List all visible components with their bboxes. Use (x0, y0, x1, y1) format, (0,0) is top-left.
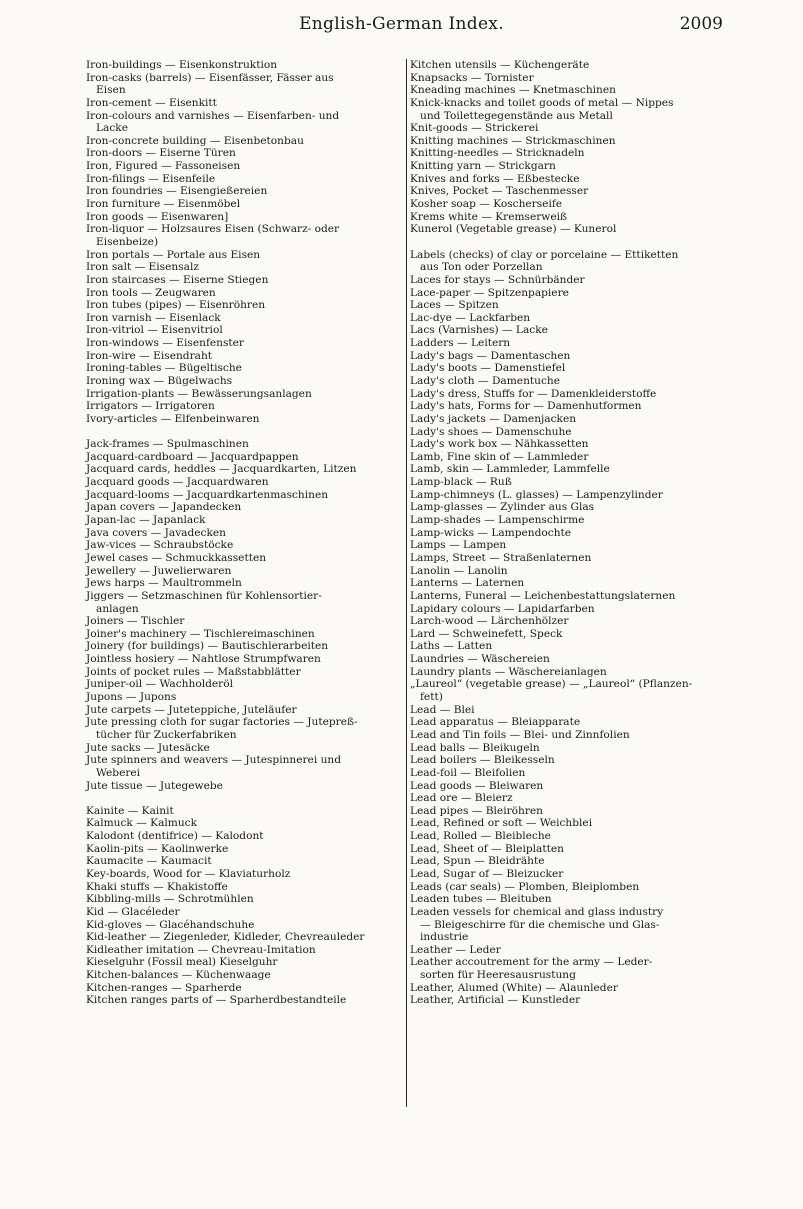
index-entry (86, 906, 400, 919)
index-entry-text: Java covers — Javadecken (86, 526, 226, 539)
index-entry-text: Larch-wood — Lärchenhölzer (410, 615, 569, 628)
section-gap (410, 236, 724, 249)
index-entry-text: Jacquard cards, heddles — Jacquardkarten, Litzen (86, 463, 357, 476)
index-entry-continuation: Lacke (96, 122, 128, 135)
index-entry-text: Lead — Blei (410, 703, 475, 716)
index-entry-text: Ironing wax — Bügelwachs (86, 375, 233, 388)
index-entry (410, 792, 724, 805)
index-entry (410, 767, 724, 780)
index-entry-text: Iron salt — Eisensalz (86, 261, 199, 274)
index-entry-text: Kid — Glacéleder (86, 905, 180, 918)
index-entry (410, 350, 724, 363)
index-entry-text: Lanterns — Laternen (410, 577, 525, 590)
index-entry-text: Laces — Spitzen (410, 299, 499, 312)
index-entry-text: Jack-frames — Spulmaschinen (86, 438, 249, 451)
index-entry (410, 147, 724, 160)
index-entry-continuation: Eisen (96, 84, 126, 97)
index-entry-text: Labels (checks) of clay or porcelaine — Ettiketten (410, 248, 679, 261)
index-entry (86, 223, 400, 248)
index-entry (86, 552, 400, 565)
index-entry (86, 413, 400, 426)
index-entry-text: Kosher soap — Koscherseife (410, 198, 563, 211)
index-entry (410, 211, 724, 224)
index-entry-text: Leather — Leder (410, 943, 501, 956)
index-entry-text: Kitchen utensils — Küchengeräte (410, 59, 590, 71)
index-entry-text: Knit-goods — Strickerei (410, 122, 539, 135)
index-entry (86, 704, 400, 717)
index-entry-text: Lead boilers — Bleikesseln (410, 754, 555, 767)
index-entry (86, 135, 400, 148)
index-entry (410, 375, 724, 388)
index-entry (86, 780, 400, 793)
index-entry (86, 211, 400, 224)
index-entry (410, 223, 724, 236)
index-entry (410, 287, 724, 300)
index-entry-continuation: anlagen (96, 602, 139, 615)
index-entry (86, 716, 400, 741)
index-entry (86, 438, 400, 451)
index-entry (86, 742, 400, 755)
index-entry (86, 577, 400, 590)
index-entry-text: Jute pressing cloth for sugar factories — Jutepreß- (86, 716, 358, 729)
index-entry (410, 640, 724, 653)
index-entry (86, 400, 400, 413)
index-entry-text: Laces for stays — Schnürbänder (410, 273, 585, 286)
index-entry (410, 956, 724, 981)
index-entry-text: Knapsacks — Tornister (410, 71, 534, 84)
index-entry-text: Jaw-vices — Schraubstöcke (86, 539, 234, 552)
index-entry-text: Laundry plants — Wäschereianlagen (410, 665, 607, 678)
index-entry-text: Jute tissue — Jutegewebe (86, 779, 223, 792)
index-entry-continuation: — Bleigeschirre für die chemische und Glas- (420, 918, 660, 931)
index-entry (86, 754, 400, 779)
index-entry-text: Lead and Tin foils — Blei- und Zinnfolien (410, 728, 630, 741)
index-entry-text: Iron-concrete building — Eisenbetonbau (86, 134, 304, 147)
index-entry-text: Iron-wire — Eisendraht (86, 349, 213, 362)
index-entry-text: Lamp-chimneys (L. glasses) — Lampenzylinder (410, 488, 663, 501)
index-entry-text: Lady's hats, Forms for — Damenhutformen (410, 400, 642, 413)
index-entry (86, 982, 400, 995)
index-entry (410, 780, 724, 793)
index-entry (86, 843, 400, 856)
index-entry-continuation: fett) (420, 691, 443, 704)
index-entry-text: Iron varnish — Eisenlack (86, 311, 221, 324)
index-entry (410, 59, 724, 72)
index-entry-text: Lead balls — Bleikugeln (410, 741, 540, 754)
index-entry (410, 603, 724, 616)
index-entry-text: Kaolin-pits — Kaolinwerke (86, 842, 229, 855)
index-entry (410, 577, 724, 590)
section-gap (86, 426, 400, 439)
index-entry (86, 539, 400, 552)
index-entry (86, 110, 400, 135)
index-entry (86, 324, 400, 337)
index-entry (86, 615, 400, 628)
index-entry-text: Lead, Refined or soft — Weichblei (410, 817, 593, 830)
index-entry-text: Lamp-shades — Lampenschirme (410, 514, 585, 527)
index-entry-text: Iron-filings — Eisenfeile (86, 172, 216, 185)
index-entry-text: Lanolin — Lanolin (410, 564, 508, 577)
index-entry-text: Kibbling-mills — Schrotmühlen (86, 893, 254, 906)
index-entry-continuation: und Toilettegegenstände aus Metall (420, 109, 613, 122)
index-entry (410, 185, 724, 198)
index-entry-text: Lapidary colours — Lapidarfarben (410, 602, 595, 615)
index-entry (86, 312, 400, 325)
index-entry (410, 514, 724, 527)
index-entry (86, 691, 400, 704)
index-entry (410, 438, 724, 451)
index-entry-text: Kid-leather — Ziegenleder, Kidleder, Chevreauleder (86, 931, 365, 944)
index-entry-text: Jacquard goods — Jacquardwaren (86, 476, 269, 489)
index-entry (86, 274, 400, 287)
index-entry-text: Lace-paper — Spitzenpapiere (410, 286, 569, 299)
right-column (410, 59, 724, 1007)
index-entry-text: Jewellery — Juwelierwaren (86, 564, 232, 577)
index-entry (410, 565, 724, 578)
index-entry (86, 855, 400, 868)
index-entry (410, 754, 724, 767)
index-entry-text: Jute carpets — Juteteppiche, Juteläufer (86, 703, 297, 716)
index-entry (86, 198, 400, 211)
index-entry (86, 337, 400, 350)
index-entry-text: Jacquard-looms — Jacquardkartenmaschinen (86, 488, 329, 501)
index-entry-text: Lamb, skin — Lammleder, Lammfelle (410, 463, 610, 476)
index-entry-text: Knitting-needles — Stricknadeln (410, 147, 585, 160)
index-entry-text: Iron tubes (pipes) — Eisenröhren (86, 299, 266, 312)
left-column (86, 59, 400, 1007)
index-entry-text: Jute sacks — Jutesäcke (86, 741, 210, 754)
index-entry (86, 287, 400, 300)
index-entry (86, 451, 400, 464)
index-entry (410, 539, 724, 552)
index-entry-text: Jointless hosiery — Nahtlose Strumpfwaren (86, 653, 321, 666)
index-entry (410, 362, 724, 375)
index-entry-text: Lead, Sugar of — Bleizucker (410, 867, 564, 880)
index-entry-text: Joiners — Tischler (86, 615, 185, 628)
index-entry-text: Lacs (Varnishes) — Lacke (410, 324, 548, 337)
index-entry (86, 463, 400, 476)
index-entry-text: Lady's jackets — Damenjacken (410, 412, 577, 425)
index-entry-text: Lac-dye — Lackfarben (410, 311, 531, 324)
index-entry-text: Laths — Latten (410, 640, 493, 653)
index-entry (86, 830, 400, 843)
index-entry-text: Lead apparatus — Bleiapparate (410, 716, 581, 729)
index-entry (410, 729, 724, 742)
index-entry (410, 855, 724, 868)
index-entry (410, 400, 724, 413)
index-entry (410, 463, 724, 476)
index-entry (86, 261, 400, 274)
index-entry (86, 881, 400, 894)
index-entry-continuation: sorten für Heeresausrustung (420, 969, 576, 982)
index-entry-text: Kid-gloves — Glacéhandschuhe (86, 918, 255, 931)
index-entry (86, 653, 400, 666)
index-entry-continuation: aus Ton oder Porzellan (420, 261, 543, 274)
index-entry-text: Kidleather imitation — Chevreau-Imitation (86, 943, 316, 956)
index-entry-text: Lead pipes — Bleiröhren (410, 804, 544, 817)
index-entry (410, 982, 724, 995)
index-entry (410, 817, 724, 830)
index-entry (86, 666, 400, 679)
index-entry-text: Lamp-black — Ruß (410, 476, 512, 489)
index-entry-text: Jews harps — Maultrommeln (86, 577, 242, 590)
index-entry-text: Kunerol (Vegetable grease) — Kunerol (410, 223, 617, 236)
index-entry-text: Lady's work box — Nähkassetten (410, 438, 589, 451)
index-entry-text: Lanterns, Funeral — Leichenbestattungslaternen (410, 589, 676, 602)
index-entry (86, 249, 400, 262)
index-entry-text: Kalmuck — Kalmuck (86, 817, 198, 830)
index-entry (410, 72, 724, 85)
column-divider (406, 59, 407, 1107)
index-entry (86, 362, 400, 375)
index-entry (410, 944, 724, 957)
index-entry (410, 97, 724, 122)
index-entry-text: Khaki stuffs — Khakistoffe (86, 880, 228, 893)
index-entry-text: Lead-foil — Bleifolien (410, 766, 526, 779)
index-entry (86, 628, 400, 641)
index-entry (410, 704, 724, 717)
index-entry-text: Lamps — Lampen (410, 539, 507, 552)
index-entry-text: Jewel cases — Schmuckkassetten (86, 551, 267, 564)
index-entry (410, 476, 724, 489)
index-entry-text: Kitchen ranges parts of — Sparherdbestandteile (86, 994, 347, 1007)
index-entry (86, 994, 400, 1007)
index-entry-text: Iron-doors — Eiserne Türen (86, 147, 236, 160)
index-entry-text: Iron-buildings — Eisenkonstruktion (86, 59, 278, 71)
index-entry-text: Lady's dress, Stuffs for — Damenkleiderstoffe (410, 387, 657, 400)
page-number: 2009 (679, 14, 723, 34)
index-entry (86, 640, 400, 653)
index-entry-text: Juniper-oil — Wachholderöl (86, 678, 233, 691)
index-entry (410, 249, 724, 274)
index-entry (410, 678, 724, 703)
index-entry (410, 590, 724, 603)
index-entry-text: Lady's shoes — Damenschuhe (410, 425, 572, 438)
index-entry-text: Leather accoutrement for the army — Leder- (410, 956, 653, 969)
index-entry (410, 742, 724, 755)
index-entry (86, 969, 400, 982)
index-entry-text: Iron staircases — Eiserne Stiegen (86, 273, 269, 286)
index-entry-text: Kainite — Kainit (86, 804, 174, 817)
index-entry (86, 160, 400, 173)
index-entry-text: Iron, Figured — Fassoneisen (86, 160, 241, 173)
index-entry-text: Kitchen-balances — Küchenwaage (86, 969, 271, 982)
index-entry (410, 135, 724, 148)
index-entry (410, 527, 724, 540)
index-entry-text: Iron furniture — Eisenmöbel (86, 198, 241, 211)
index-entry-text: Iron-colours and varnishes — Eisenfarben- und (86, 109, 340, 122)
index-entry-text: Jute spinners and weavers — Jutespinnerei und (86, 754, 342, 767)
index-entry-text: Lady's bags — Damentaschen (410, 349, 571, 362)
index-entry-text: Lead, Spun — Bleidrähte (410, 855, 545, 868)
index-entry-continuation: industrie (420, 931, 469, 944)
index-entry-text: Japan covers — Japandecken (86, 501, 242, 514)
index-entry (410, 337, 724, 350)
index-entry (410, 388, 724, 401)
index-entry (86, 805, 400, 818)
index-entry-text: Knives, Pocket — Taschenmesser (410, 185, 589, 198)
index-entry-text: Lady's boots — Damenstiefel (410, 362, 566, 375)
index-entry-text: Kieselguhr (Fossil meal) Kieselguhr (86, 956, 278, 969)
page-title: English-German Index. (299, 14, 504, 34)
index-entry-text: Iron foundries — Eisengießereien (86, 185, 268, 198)
index-entry (410, 426, 724, 439)
index-entry (410, 413, 724, 426)
index-entry-text: Jiggers — Setzmaschinen für Kohlensortier- (86, 589, 322, 602)
index-entry-text: Lady's cloth — Damentuche (410, 375, 560, 387)
index-entry-text: Key-boards, Wood for — Klaviaturholz (86, 867, 291, 880)
index-entry (86, 565, 400, 578)
index-entry (86, 514, 400, 527)
index-entry-text: Irrigation-plants — Bewässerungsanlagen (86, 387, 312, 400)
index-entry-text: Jacquard-cardboard — Jacquardpappen (86, 450, 299, 463)
index-entry-text: Japan-lac — Japanlack (86, 514, 206, 527)
index-entry-text: Leads (car seals) — Plomben, Bleiplomben (410, 880, 640, 893)
index-entry (410, 552, 724, 565)
index-entry-text: Iron-windows — Eisenfenster (86, 337, 244, 350)
index-entry (86, 388, 400, 401)
index-entry (410, 805, 724, 818)
index-entry (86, 817, 400, 830)
index-entry (86, 59, 400, 72)
index-entry (86, 893, 400, 906)
index-entry (410, 501, 724, 514)
index-entry-text: Lead ore — Bleierz (410, 792, 513, 805)
index-entry (86, 185, 400, 198)
index-entry (86, 678, 400, 691)
index-entry-text: Jupons — Jupons (86, 691, 177, 704)
index-entry-text: Leaden vessels for chemical and glass industry (410, 905, 664, 918)
index-entry-text: Lamps, Street — Straßenlaternen (410, 551, 592, 564)
index-entry (410, 84, 724, 97)
index-entry-text: Knick-knacks and toilet goods of metal — Nippes (410, 96, 674, 109)
index-entry-text: Lamb, Fine skin of — Lammleder (410, 450, 589, 463)
index-entry-text: Iron-cement — Eisenkitt (86, 96, 217, 109)
index-entry-text: Iron tools — Zeugwaren (86, 286, 216, 299)
index-entry-text: Leaden tubes — Bleituben (410, 893, 552, 906)
index-entry (86, 299, 400, 312)
index-entry-text: Leather, Alumed (White) — Alaunleder (410, 981, 618, 994)
index-entry (86, 527, 400, 540)
index-entry-text: Joiner's machinery — Tischlereimaschinen (86, 627, 315, 640)
index-entry-text: Lamp-wicks — Lampendochte (410, 526, 572, 539)
index-entry (86, 944, 400, 957)
index-entry-text: Krems white — Kremserweiß (410, 210, 568, 223)
index-entry-text: Ironing-tables — Bügeltische (86, 362, 242, 375)
index-entry (410, 994, 724, 1007)
index-entry (410, 274, 724, 287)
index-entry-text: Iron-vitriol — Eisenvitriol (86, 324, 223, 337)
index-entry-text: Joinery (for buildings) — Bautischlerarbeiten (86, 640, 329, 653)
index-entry-text: Joints of pocket rules — Maßstabblätter (86, 665, 301, 678)
index-entry (86, 350, 400, 363)
index-entry-text: Iron-liquor — Holzsaures Eisen (Schwarz- oder (86, 223, 340, 236)
section-gap (86, 792, 400, 805)
index-entry-continuation: tücher für Zuckerfabriken (96, 728, 237, 741)
index-entry (410, 451, 724, 464)
index-entry (86, 72, 400, 97)
index-entry-continuation: Eisenbeize) (96, 235, 159, 248)
index-entry-continuation: Weberei (96, 766, 141, 779)
index-entry (410, 868, 724, 881)
index-entry-text: Kneading machines — Knetmaschinen (410, 84, 616, 97)
index-entry (410, 906, 724, 944)
index-entry-text: Knitting yarn — Strickgarn (410, 160, 556, 173)
index-entry-text: Knives and forks — Eßbestecke (410, 172, 580, 185)
index-entry-text: Irrigators — Irrigatoren (86, 400, 215, 413)
index-entry (86, 173, 400, 186)
index-entry-text: Iron portals — Portale aus Eisen (86, 248, 261, 261)
index-entry (86, 590, 400, 615)
index-entry (410, 489, 724, 502)
index-entry (410, 324, 724, 337)
index-entry-text: Leather, Artificial — Kunstleder (410, 994, 581, 1007)
index-entry (410, 173, 724, 186)
index-entry-text: Ivory-articles — Elfenbeinwaren (86, 412, 260, 425)
index-entry (410, 653, 724, 666)
index-entry-text: Kitchen-ranges — Sparherde (86, 981, 242, 994)
index-entry (86, 476, 400, 489)
index-entry (410, 615, 724, 628)
index-entry (410, 881, 724, 894)
index-entry (86, 956, 400, 969)
index-entry (86, 97, 400, 110)
index-entry (410, 830, 724, 843)
index-entry (410, 843, 724, 856)
index-entry-text: Lead goods — Bleiwaren (410, 779, 544, 792)
index-entry (86, 931, 400, 944)
index-entry-text: Laundries — Wäschereien (410, 653, 550, 666)
index-entry (410, 666, 724, 679)
index-entry (86, 375, 400, 388)
index-entry-text: „Laureol“ (vegetable grease) — „Laureol“ (Pflanzen- (410, 678, 693, 691)
index-entry (410, 312, 724, 325)
index-entry (410, 122, 724, 135)
index-entry (86, 868, 400, 881)
index-entry-text: Iron goods — Eisenwaren] (86, 210, 229, 223)
index-entry (86, 489, 400, 502)
page-header (80, 14, 723, 40)
index-entry (86, 501, 400, 514)
index-entry (410, 198, 724, 211)
index-entry (410, 160, 724, 173)
index-entry-text: Kaumacite — Kaumacit (86, 855, 212, 868)
index-entry-text: Knitting machines — Strickmaschinen (410, 134, 616, 147)
index-entry (410, 893, 724, 906)
index-entry-text: Lead, Sheet of — Bleiplatten (410, 842, 564, 855)
index-entry-text: Iron-casks (barrels) — Eisenfässer, Fässer aus (86, 71, 334, 84)
index-entry-text: Lamp-glasses — Zylinder aus Glas (410, 501, 595, 514)
index-entry (86, 147, 400, 160)
index-entry-text: Lard — Schweinefett, Speck (410, 627, 563, 640)
index-entry (410, 628, 724, 641)
index-entry-text: Ladders — Leitern (410, 337, 511, 350)
index-entry (86, 919, 400, 932)
index-entry-text: Kalodont (dentifrice) — Kalodont (86, 830, 264, 843)
index-entry (410, 716, 724, 729)
index-entry (410, 299, 724, 312)
index-entry-text: Lead, Rolled — Bleibleche (410, 830, 551, 843)
